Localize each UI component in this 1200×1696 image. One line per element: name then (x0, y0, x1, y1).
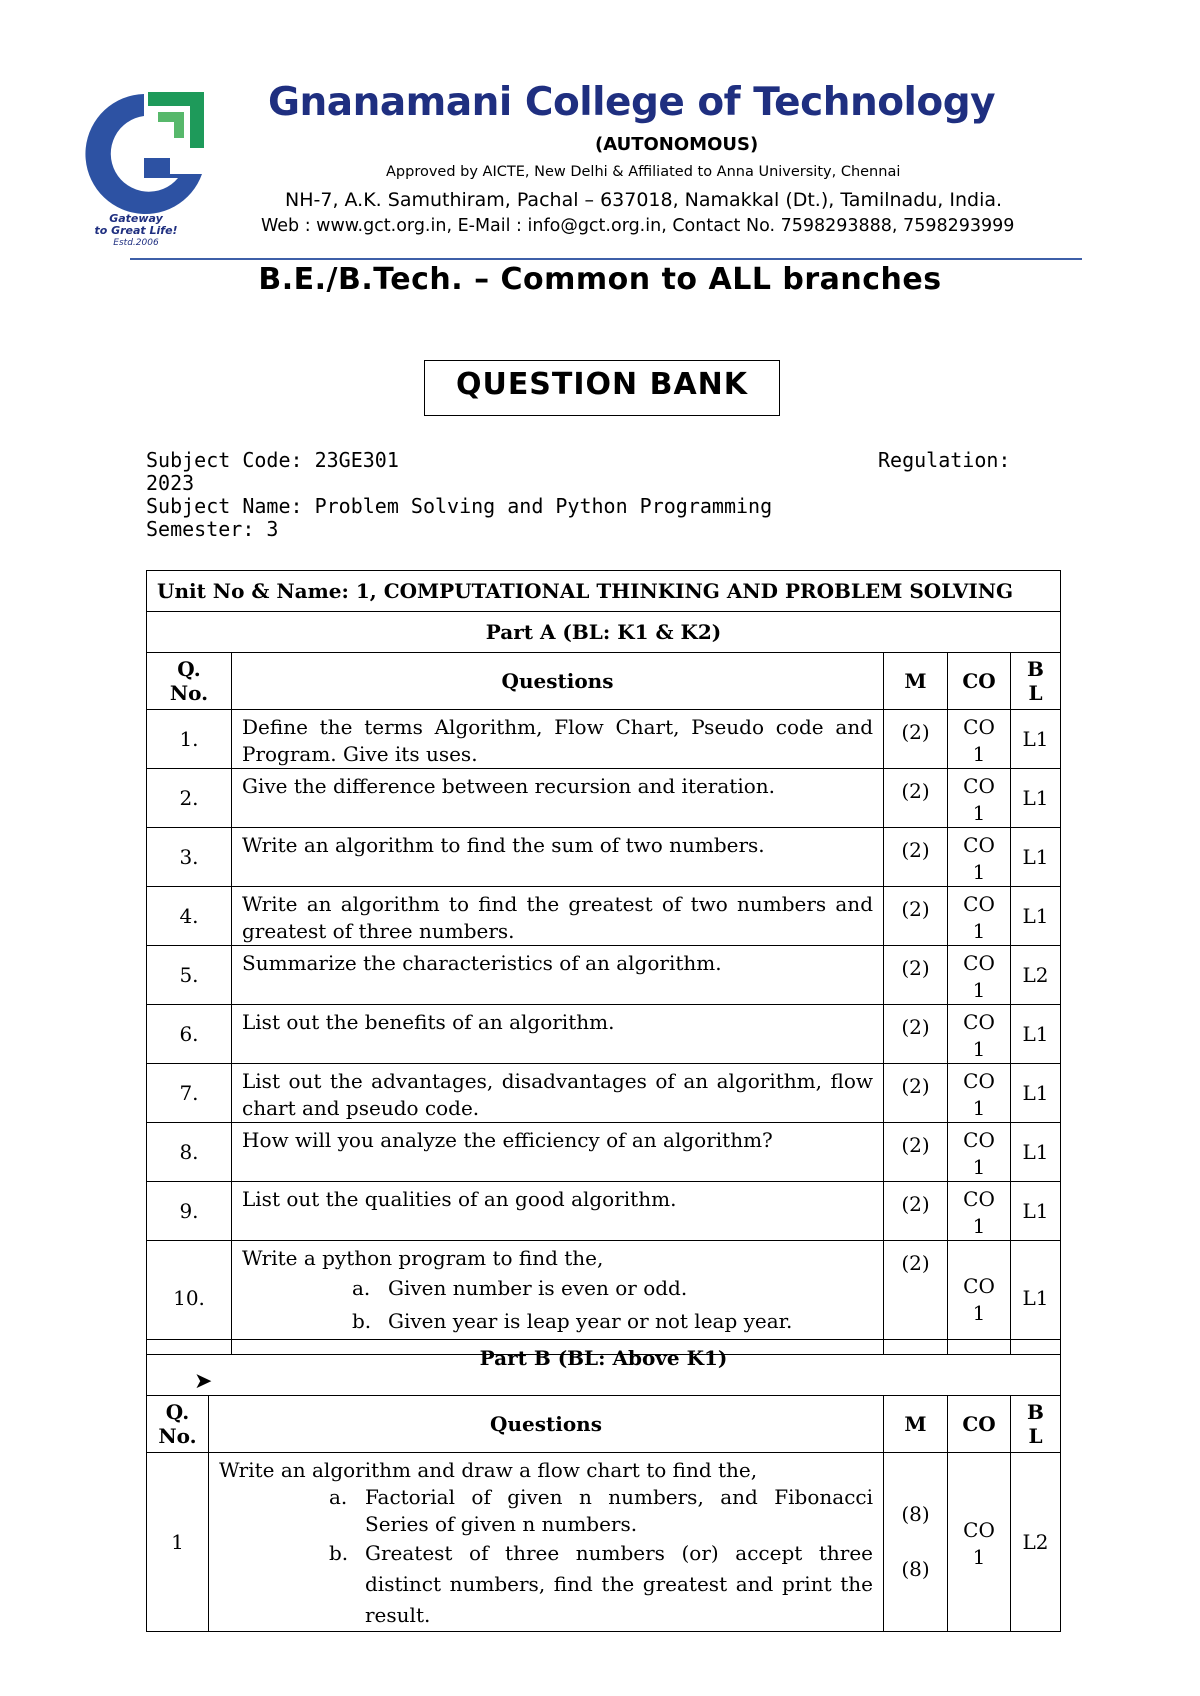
question-bl: L1 (1011, 828, 1061, 887)
table-row (147, 1241, 1061, 1355)
unit-heading: Unit No & Name: 1, COMPUTATIONAL THINKING AND PROBLEM SOLVING (147, 571, 1061, 612)
table-row (147, 828, 1061, 887)
question-text: List out the benefits of an algorithm. (232, 1005, 884, 1064)
table-row (147, 887, 1061, 946)
question-text: Define the terms Algorithm, Flow Chart, Pseudo code and Program. Give its uses. (232, 710, 884, 769)
logo-green-inner (158, 112, 184, 138)
header-marks: M (884, 653, 948, 710)
arrow-bullet-icon: ➤ (194, 1368, 213, 1393)
approval-text: Approved by AICTE, New Delhi & Affiliated to Anna University, Chennai (386, 164, 901, 180)
subject-code: Subject Code: 23GE301 (146, 448, 399, 472)
question-marks: (2) (884, 946, 948, 1005)
question-marks: (2) (884, 769, 948, 828)
part-a-table (146, 570, 1061, 1355)
header-marks: M (884, 1396, 948, 1453)
question-number: 2. (147, 769, 232, 828)
header-divider (130, 258, 1082, 260)
question-number: 4. (147, 887, 232, 946)
question-text: Write an algorithm to find the greatest of two numbers and greatest of three numbers. (232, 887, 884, 946)
question-text: Write an algorithm and draw a flow chart to find the, a. Factorial of given n numbers, and Fibonacci Series of given n numbers. b. Greatest of three numbers (or) accept three distinct numbers, find the greatest and print the result. (209, 1453, 884, 1632)
autonomous-label: (AUTONOMOUS) (595, 134, 759, 155)
question-marks: (2) (884, 710, 948, 769)
header-questions: Questions (232, 653, 884, 710)
table-row (147, 946, 1061, 1005)
question-number: 9. (147, 1182, 232, 1241)
question-marks: (2) (884, 887, 948, 946)
college-name: Gnanamani College of Technology (268, 80, 996, 125)
question-bl: L1 (1011, 1064, 1061, 1123)
logo-tagline-1: Gateway (109, 212, 163, 225)
question-number: 10. (147, 1241, 232, 1355)
question-number: 5. (147, 946, 232, 1005)
question-text: Summarize the characteristics of an algorithm. (232, 946, 884, 1005)
question-number: 6. (147, 1005, 232, 1064)
question-bl: L1 (1011, 1005, 1061, 1064)
question-number: 8. (147, 1123, 232, 1182)
question-bl: L1 (1011, 710, 1061, 769)
regulation-label: Regulation: (878, 448, 1011, 472)
question-co: CO 1 (948, 710, 1011, 769)
question-co: CO 1 (948, 946, 1011, 1005)
logo-tagline-3: Estd.2006 (113, 238, 159, 246)
question-text: Write a python program to find the, a. Given number is even or odd. b. Given year is leap year or not leap year. (232, 1241, 884, 1355)
college-address: NH-7, A.K. Samuthiram, Pachal – 637018, Namakkal (Dt.), Tamilnadu, India. (285, 189, 1003, 211)
logo-g-ring (85, 94, 202, 214)
question-bank-label: QUESTION BANK (455, 367, 749, 402)
semester: Semester: 3 (146, 517, 279, 541)
question-text: Give the difference between recursion and iteration. (232, 769, 884, 828)
question-bank-box (424, 360, 780, 416)
question-bl: L1 (1011, 887, 1061, 946)
question-bl: L2 (1011, 946, 1061, 1005)
table-row (147, 1064, 1061, 1123)
question-co: CO 1 (948, 1453, 1011, 1632)
question-marks: (2) (884, 1182, 948, 1241)
question-bl: L2 (1011, 1453, 1061, 1632)
question-text: How will you analyze the efficiency of an algorithm? (232, 1123, 884, 1182)
question-co: CO 1 (948, 1123, 1011, 1182)
question-marks: (2) (884, 1005, 948, 1064)
subject-name: Subject Name: Problem Solving and Python Programming (146, 494, 773, 518)
question-co: CO 1 (948, 1005, 1011, 1064)
question-text: List out the advantages, disadvantages of an algorithm, flow chart and pseudo code. (232, 1064, 884, 1123)
question-number: 1. (147, 710, 232, 769)
question-co: CO 1 (948, 1241, 1011, 1355)
question-bl: L1 (1011, 1182, 1061, 1241)
question-co: CO 1 (948, 1064, 1011, 1123)
question-co: CO 1 (948, 887, 1011, 946)
college-logo (74, 86, 214, 246)
question-marks: (2) (884, 1064, 948, 1123)
question-co: CO 1 (948, 769, 1011, 828)
header-qno: Q. No. (147, 1396, 209, 1453)
table-row (147, 1453, 1061, 1632)
header-questions: Questions (209, 1396, 884, 1453)
question-marks: (2) (884, 1241, 948, 1355)
header-qno: Q. No. (147, 653, 232, 710)
regulation-year: 2023 (146, 471, 195, 495)
question-marks: (2) (884, 828, 948, 887)
question-bl: L1 (1011, 769, 1061, 828)
question-co: CO 1 (948, 1182, 1011, 1241)
header-co: CO (948, 1396, 1011, 1453)
document-title: B.E./B.Tech. – Common to ALL branches (258, 262, 942, 297)
logo-tagline-2: to Great Life! (94, 224, 178, 237)
question-marks: (8) (8) (884, 1453, 948, 1632)
header-bl: B L (1011, 653, 1061, 710)
question-number: 1 (147, 1453, 209, 1632)
part-a-heading: Part A (BL: K1 & K2) (147, 612, 1061, 653)
table-row (147, 710, 1061, 769)
question-text: List out the qualities of an good algorithm. (232, 1182, 884, 1241)
header-co: CO (948, 653, 1011, 710)
table-row (147, 1005, 1061, 1064)
part-b-table (146, 1339, 1061, 1632)
question-number: 3. (147, 828, 232, 887)
table-row (147, 1182, 1061, 1241)
question-bl: L1 (1011, 1241, 1061, 1355)
part-b-heading: Part B (BL: Above K1) (147, 1340, 1061, 1396)
question-number: 7. (147, 1064, 232, 1123)
header-bl: B L (1011, 1396, 1061, 1453)
table-row (147, 769, 1061, 828)
contact-info: Web : www.gct.org.in, E-Mail : info@gct.org.in, Contact No. 7598293888, 7598293999 (261, 216, 1015, 236)
question-text: Write an algorithm to find the sum of two numbers. (232, 828, 884, 887)
question-marks: (2) (884, 1123, 948, 1182)
question-bl: L1 (1011, 1123, 1061, 1182)
question-co: CO 1 (948, 828, 1011, 887)
table-row (147, 1123, 1061, 1182)
